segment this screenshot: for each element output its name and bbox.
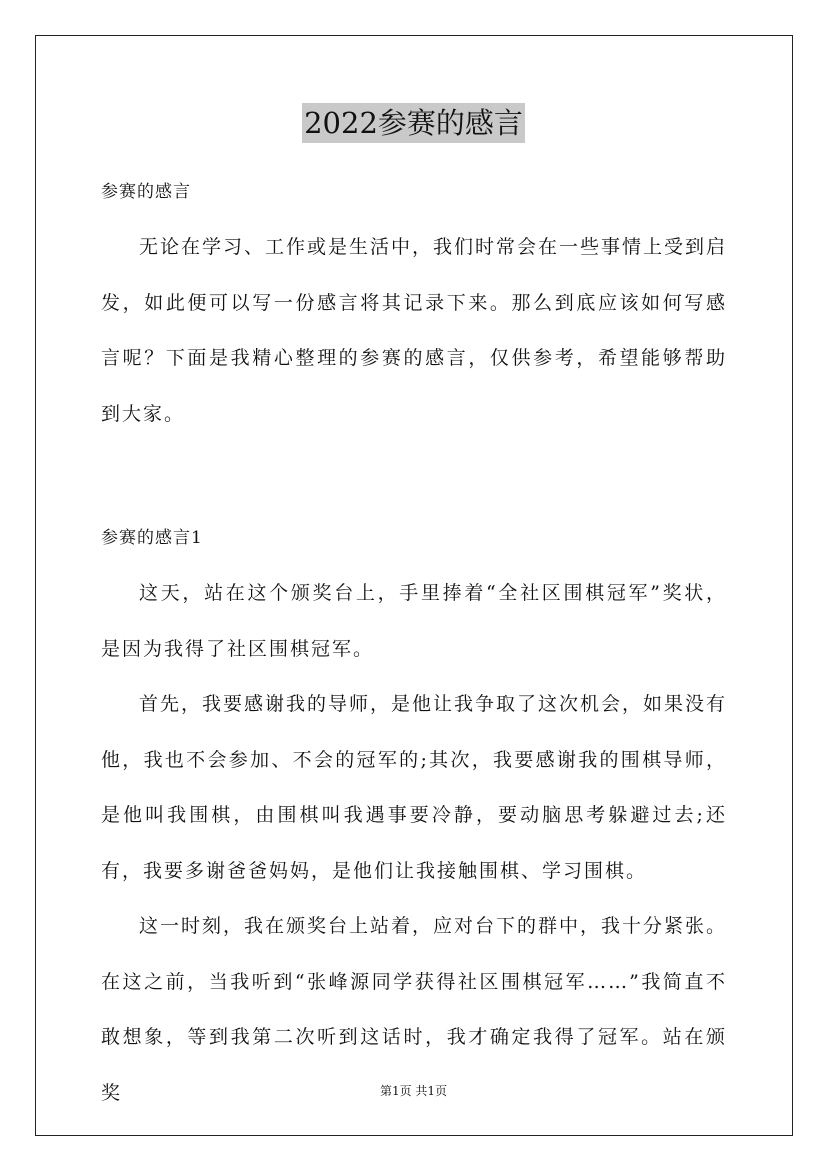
section1-paragraph-1: 这天，站在这个颁奖台上，手里捧着“全社区围棋冠军”奖状，是因为我得了社区围棋冠军。 — [101, 582, 727, 660]
section1-paragraph-3: 这一时刻，我在颁奖台上站着，应对台下的群中，我十分紧张。在这之前，当我听到“张峰源同学获得社区围棋冠军……”我简直不敢想象，等到我第二次听到这话时，我才确定我得了冠军。站在颁奖 — [101, 915, 728, 1104]
title-container — [0, 103, 827, 143]
page-footer — [0, 1082, 827, 1100]
intro-paragraph: 无论在学习、工作或是生活中，我们时常会在一些事情上受到启发，如此便可以写一份感言将其记录下来。那么到底应该如何写感言呢？下面是我精心整理的参赛的感言，仅供参考，希望能够帮助到大家。 — [101, 236, 728, 425]
page-number: 第1页 共1页 — [379, 1084, 448, 1098]
section1-paragraph-2: 首先，我要感谢我的导师，是他让我争取了这次机会，如果没有他，我也不会参加、不会的冠军的;其次，我要感谢我的围棋导师，是他叫我围棋，由围棋叫我遇事要冷静，要动脑思考躲避过去;还有，我要多谢爸爸妈妈，是他们让我接触围棋、学习围棋。 — [101, 693, 728, 882]
intro-heading: 参赛的感言 — [101, 182, 191, 202]
document-body — [101, 176, 727, 1121]
document-title: 2022参赛的感言 — [302, 103, 525, 143]
section1-heading: 参赛的感言1 — [101, 528, 203, 548]
